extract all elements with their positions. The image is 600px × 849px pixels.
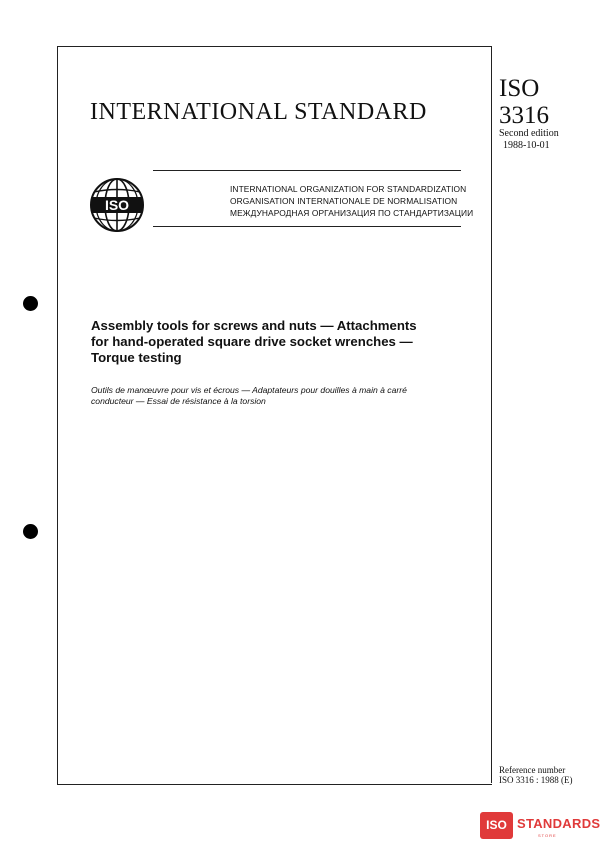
page-frame [57,46,492,785]
iso-globe-logo-icon [88,176,146,234]
edition-date: 1988-10-01 [503,140,550,151]
binder-hole-bottom [23,524,38,539]
org-name-english: INTERNATIONAL ORGANIZATION FOR STANDARDIZATION [230,184,467,194]
iso-label: ISO [499,75,540,102]
store-badge-sub: STORE [538,833,557,838]
store-badge-label: STANDARDS [517,816,600,831]
standard-title [91,318,471,366]
org-name-french: ORGANISATION INTERNATIONALE DE NORMALISATION [230,196,458,206]
rule-bottom [153,226,461,227]
french-title-line: Outils de manœuvre pour vis et écrous — Adaptateurs pour douilles à main à carré [91,385,407,395]
rule-top [153,170,461,171]
standard-title-line: for hand-operated square drive socket wrenches — [91,334,413,349]
store-badge-icon: ISO [480,812,513,839]
logo-text: ISO [104,197,130,213]
page-frame-right-rule [491,46,492,783]
standard-number: 3316 [499,102,549,129]
standard-title-line: Assembly tools for screws and nuts — Attachments [91,318,417,333]
document-type-title: INTERNATIONAL STANDARD [90,99,427,125]
standard-title-line: Torque testing [91,350,182,365]
reference-number-value: ISO 3316 : 1988 (E) [499,775,573,785]
edition-label: Second edition [499,128,559,139]
reference-number-label: Reference number [499,765,566,775]
french-title-line: conducteur — Essai de résistance à la torsion [91,396,266,406]
iso-standards-store-badge[interactable] [480,812,600,842]
org-name-russian: МЕЖДУНАРОДНАЯ ОРГАНИЗАЦИЯ ПО СТАНДАРТИЗАЦИИ [230,208,474,218]
french-title [91,385,407,407]
binder-hole-top [23,296,38,311]
